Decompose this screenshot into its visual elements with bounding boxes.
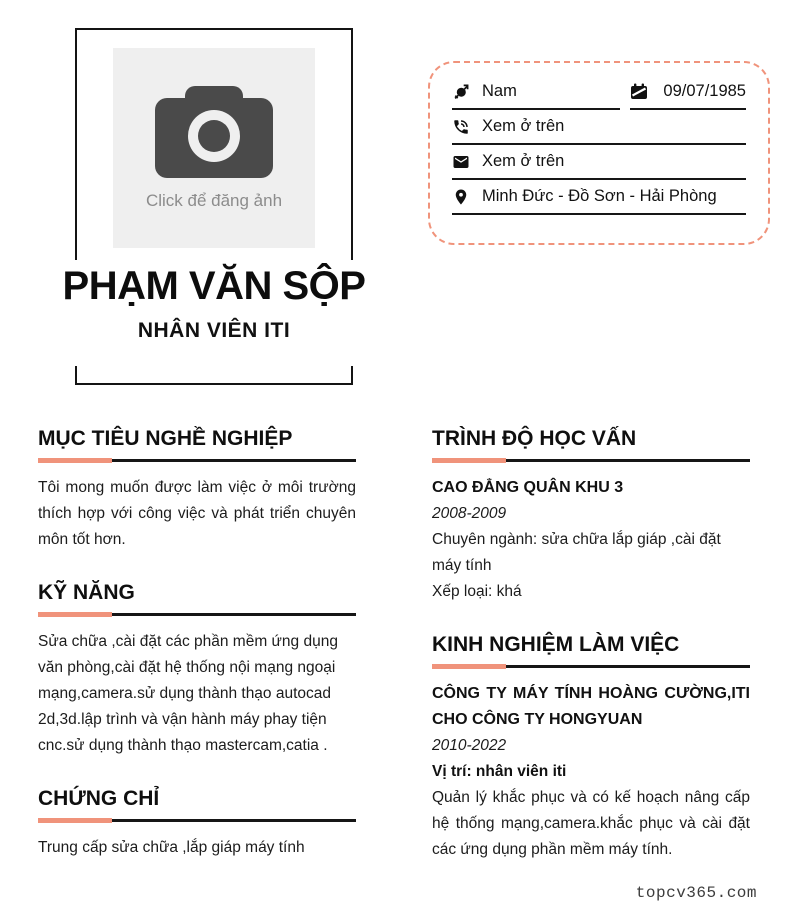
section-experience [432,633,750,863]
education-grade[interactable]: Xếp loại: khá [432,583,522,601]
dob-field[interactable] [630,75,746,110]
photo-upload-label: Click để đăng ảnh [145,190,283,210]
section-skills [38,581,356,759]
section-divider [38,612,356,617]
section-title-objective: MỤC TIÊU NGHỀ NGHIỆP [38,427,293,450]
section-title-certificate: CHỨNG CHỈ [38,787,160,811]
address-field[interactable] [452,180,746,215]
email-value: Xem ở trên [482,152,565,170]
objective-text[interactable]: Tôi mong muốn được làm việc ở môi trường thích hợp với công việc và phát triển chuyên môn tốt hơn. [38,479,356,549]
section-title-experience: KINH NGHIỆM LÀM VIỆC [432,633,680,657]
phone-icon [452,118,470,136]
gender-icon [452,83,470,101]
experience-period[interactable]: 2010-2022 [432,737,507,755]
watermark: topcv365.com [635,884,757,902]
left-column [38,427,356,889]
full-name[interactable]: PHẠM VĂN SỘP [62,264,366,308]
photo-upload-area[interactable] [113,48,315,248]
calendar-icon [630,83,648,101]
dob-value: 09/07/1985 [663,82,746,100]
camera-icon [155,86,273,178]
certificate-text[interactable]: Trung cấp sửa chữa ,lắp giáp máy tính [38,839,305,857]
phone-value: Xem ở trên [482,117,565,135]
contact-row-gender-dob [452,75,746,110]
education-period[interactable]: 2008-2009 [432,505,507,523]
divider-accent-bar [38,612,112,617]
section-title-skills: KỸ NĂNG [38,581,135,605]
email-icon [452,153,470,171]
name-block [45,260,383,366]
experience-description[interactable]: Quản lý khắc phục và có kế hoạch nâng cấp hệ thống mạng,camera.khắc phục và cài đặt các ứng dụng phần mềm máy tính. [432,789,750,859]
address-value: Minh Đức - Đồ Sơn - Hải Phòng [482,187,717,205]
right-column [432,427,750,891]
divider-accent-bar [432,664,506,669]
divider-accent-bar [38,458,112,463]
divider-accent-bar [38,818,112,823]
location-icon [452,188,470,206]
gender-value: Nam [482,82,517,100]
section-objective [38,427,356,553]
divider-accent-bar [432,458,506,463]
section-certificate [38,787,356,861]
education-major[interactable]: Chuyên ngành: sửa chữa lắp giáp ,cài đặt máy tính [432,531,721,575]
section-divider [38,458,356,463]
email-field[interactable] [452,145,746,180]
photo-frame [62,28,366,385]
section-divider [432,458,750,463]
phone-field[interactable] [452,110,746,145]
experience-company[interactable]: CÔNG TY MÁY TÍNH HOÀNG CƯỜNG,ITI CHO CÔNG TY HONGYUAN [432,685,750,729]
education-school[interactable]: CAO ĐẲNG QUÂN KHU 3 [432,479,624,497]
experience-position[interactable]: Vị trí: nhân viên iti [432,763,567,781]
contact-card [428,61,770,245]
section-education [432,427,750,605]
job-title[interactable]: NHÂN VIÊN ITI [137,319,291,342]
section-divider [432,664,750,669]
skills-text[interactable]: Sửa chữa ,cài đặt các phần mềm ứng dụng văn phòng,cài đặt hệ thống nội mạng ngoại mạng,camera.sử dụng thành thạo autocad 2d,3d.lập trình và vận hành máy phay tiện cnc.sử dụng thành thạo mastercam,catia . [38,633,338,755]
section-divider [38,818,356,823]
section-title-education: TRÌNH ĐỘ HỌC VẤN [432,427,637,450]
gender-field[interactable] [452,75,620,110]
